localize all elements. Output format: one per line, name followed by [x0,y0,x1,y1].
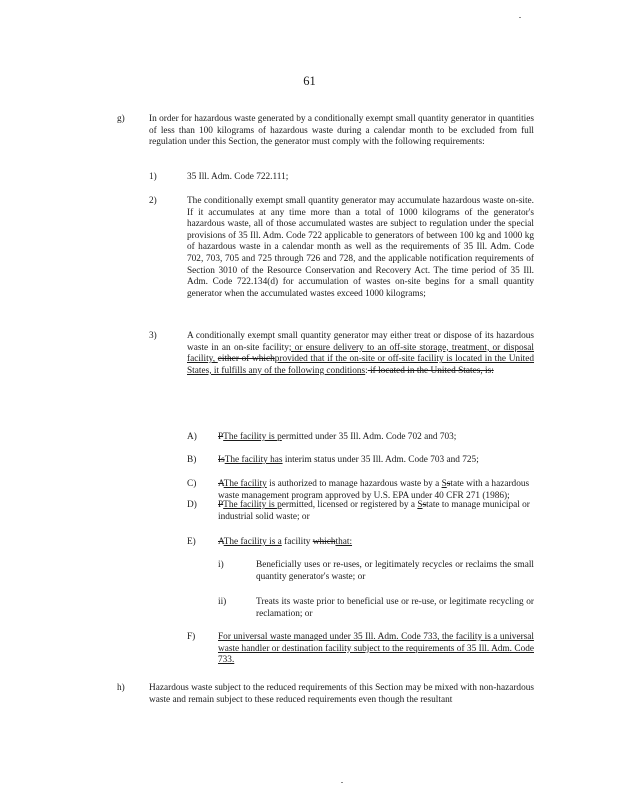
item-B-rest: interim status under 35 Ill. Adm. Code 703 and 725; [282,455,479,465]
item-E-ins: The facility is a [223,537,282,547]
para-h-label: h) [117,683,125,693]
item-3-t6: if located in the United States, is [367,365,492,376]
item-D-del2: s [422,500,427,510]
item-D-ins2: S [417,500,423,510]
para-g-text: In order for hazardous waste generated by a conditionally exempt small quantity generator in quantities of less than 100 kilograms of hazardous waste during a calendar month to be excluded from full regulation under this Section, the generator must comply with the following requirements: [149,114,534,148]
item-E-rest2: that: [335,537,353,547]
item-3-t1: A conditionally exempt small quantity generator may either treat or dispose of its hazardous waste in an on-site facility [187,331,534,353]
item-3-text [187,331,534,377]
item-D-label: D) [187,500,197,510]
item-C-rest1: is authorized to manage hazardous waste by a [266,479,442,489]
item-1-text: 35 Ill. Adm. Code 722.111; [187,172,289,182]
item-3-t2: ; or ensure delivery to an off-site storage, treatment, or disposal facility, [187,342,535,365]
item-Ei-label: i) [218,560,224,570]
item-A-del: P [218,432,224,442]
item-C-del: A [218,479,224,489]
item-A-rest: ermitted under 35 Ill. Adm. Code 702 and 703; [281,432,457,442]
page-number: 61 [303,74,316,88]
item-Eii-label: ii) [218,597,227,607]
item-D-rest1: ermitted, licensed or registered by a [281,500,418,510]
item-C-ins: The facility [223,479,267,489]
item-F-text: For universal waste managed under 35 Ill. Adm. Code 733, the facility is a universal waste handler or destination facility subject to the requirements of 35 Ill. Adm. Code 733. [218,632,534,666]
para-g-label: g) [117,114,125,124]
item-D-text [218,500,534,523]
item-D-del: P [218,500,224,510]
item-B-label: B) [187,455,197,465]
item-1-label: 1) [149,172,157,182]
item-Ei-text: Beneficially uses or re-uses, or legitimately recycles or reclaims the small quantity generator's waste; or [256,560,534,582]
item-3-t4: provided that if the on-site or off-site facility is located in the United States, it fulfills any of the following conditions [187,354,535,376]
item-C-text [218,479,534,502]
item-C-label: C) [187,479,197,489]
item-D-rest2: tate to manage municipal or industrial solid waste; or [218,500,530,522]
item-E-label: E) [187,537,196,547]
item-D-ins: The facility is p [223,500,282,510]
scan-speck [341,782,343,783]
item-E-del: A [218,537,224,547]
item-Eii-text: Treats its waste prior to beneficial use or re-use, or legitimate recycling or reclamation; or [256,597,534,619]
item-A-label: A) [187,432,197,442]
item-A-ins2: p [277,432,282,442]
item-C-rest2: tate with a hazardous waste management program approved by U.S. EPA under 40 CFR 271 (1986); [218,479,530,501]
para-h-text: Hazardous waste subject to the reduced requirements of this Section may be mixed with non-hazardous waste and remain subject to these reduced requirements even though the resultant [149,683,534,705]
item-A-text [218,432,534,444]
item-B-text [218,455,534,467]
item-E-rest: facility [281,537,313,547]
item-3-label: 3) [149,331,157,341]
item-3-t7: : [491,365,494,376]
item-2-text: The conditionally exempt small quantity generator may accumulate hazardous waste on-site. If it accumulates at any time more than a total of 1000 kilograms of the generator's hazardous waste, all of those accumulated wastes are subject to regulation under the special provisions of 35 Ill. Adm. Code 722 applicable to generators of between 100 kg and 1000 kg of hazardous waste in a calendar month as well as the requirements of 35 Ill. Adm. Code 702, 703, 705 and 725 through 726 and 728, and the applicable notification requirements of Section 3010 of the Resource Conservation and Recovery Act. The time period of 35 Ill. Adm. Code 722.134(d) for accumulation of wastes on-site begins for a small quantity generator when the accumulated wastes exceed 1000 kilograms; [187,196,534,299]
item-C-ins2: S [441,479,447,489]
item-F-label: F) [187,632,196,642]
item-B-del: Is [218,455,225,465]
item-A-ins: The facility is [223,432,278,442]
item-E-del2: which [312,537,336,547]
item-3-t5: : [365,365,368,376]
item-B-ins: The facility has [224,455,283,465]
item-3-t3: either of which [217,354,275,365]
scan-speck [519,17,521,18]
item-2-label: 2) [149,196,157,206]
item-E-text [218,537,534,549]
item-C-del2: s [446,479,451,489]
